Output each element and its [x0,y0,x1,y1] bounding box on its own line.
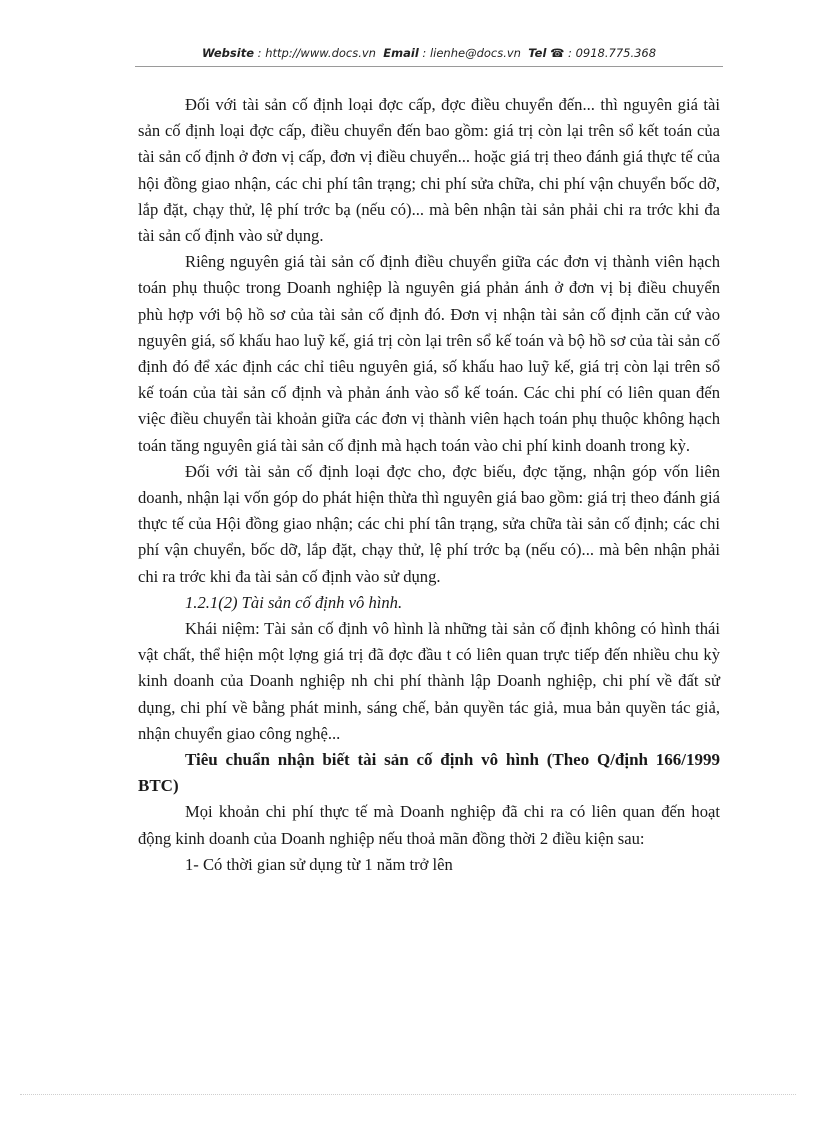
list-item: 1- Có thời gian sử dụng từ 1 năm trở lên [185,854,453,874]
paragraph: Mọi khoản chi phí thực tế mà Doanh nghiệp đã chi ra có liên quan đến hoạt động kinh doanh của Doanh nghiệp nếu thoả mãn đồng thời 2 điều kiện sau: [138,802,720,848]
tel-label: Tel [528,46,547,60]
email-value: : lienhe@docs.vn [422,46,521,60]
paragraph: Đối với tài sản cố định loại đợc cho, đợc biếu, đợc tặng, nhận góp vốn liên doanh, nhận lại vốn góp do phát hiện thừa thì nguyên giá bao gồm: giá trị theo đánh giá thực tế của Hội đồng giao nhận; các chi phí tân trạng, sửa chữa tài sản cố định; các chi phí vận chuyển, bốc dỡ, lắp đặt, chạy thử, lệ phí trớc bạ (nếu có)... mà bên nhận phải chi ra trớc khi đa tài sản cố định vào sử dụng. [138,461,720,586]
website-label: Website [201,46,255,60]
header-divider [135,66,723,67]
criteria-heading: Tiêu chuẩn nhận biết tài sản cố định vô hình (Theo Q/định 166/1999 BTC) [138,750,720,796]
phone-icon: ☎ [550,46,565,60]
section-heading: 1.2.1(2) Tài sản cố định vô hình. [185,592,403,612]
paragraph: Khái niệm: Tài sản cố định vô hình là những tài sản cố định không có hình thái vật chất, thể hiện một lợng giá trị đã đợc đầu t có liên quan trực tiếp đến nhiều chu kỳ kinh doanh của Doanh nghiệp nh chi phí thành lập Doanh nghiệp, chi phí về đất sử dụng, chi phí về bằng phát minh, sáng chế, bản quyền tác giả, mua bản quyền tác giả, nhận chuyển giao công nghệ... [138,619,720,743]
document-body [138,92,720,878]
tel-value: : 0918.775.368 [568,46,657,60]
page-header [135,46,723,60]
footer-divider [20,1094,796,1095]
paragraph: Riêng nguyên giá tài sản cố định điều chuyển giữa các đơn vị thành viên hạch toán phụ thuộc trong Doanh nghiệp là nguyên giá phản ánh ở đơn vị bị điều chuyển phù hợp với bộ hồ sơ của tài sản cố định đó. Đơn vị nhận tài sản cố định căn cứ vào nguyên giá, số khấu hao luỹ kế, giá trị còn lại trên sổ kế toán và bộ hồ sơ của tài sản cố định đó để xác định các chỉ tiêu nguyên giá, số khấu hao luỹ kế, giá trị còn lại trên sổ kế toán của tài sản cố định và phản ánh vào sổ kế toán. Các chi phí có liên quan đến việc điều chuyển tài khoản giữa các đơn vị thành viên hạch toán phụ thuộc không hạch toán tăng nguyên giá tài sản cố định mà hạch toán vào chi phí kinh doanh trong kỳ. [138,252,720,455]
paragraph: Đối với tài sản cố định loại đợc cấp, đợc điều chuyển đến... thì nguyên giá tài sản cố định loại đợc cấp, điều chuyển đến bao gồm: giá trị còn lại trên sổ kết toán của tài sản cố định ở đơn vị cấp, đơn vị điều chuyển... hoặc giá trị theo đánh giá thực tế của hội đồng giao nhận, các chi phí tân trạng; chi phí sửa chữa, chi phí vận chuyển bốc dỡ, lắp đặt, chạy thử, lệ phí trớc bạ (nếu có)... mà bên nhận tài sản phải chi ra trớc khi đa tài sản cố định vào sử dụng. [138,95,720,246]
email-label: Email [383,46,419,60]
website-value: : http://www.docs.vn [257,46,376,60]
